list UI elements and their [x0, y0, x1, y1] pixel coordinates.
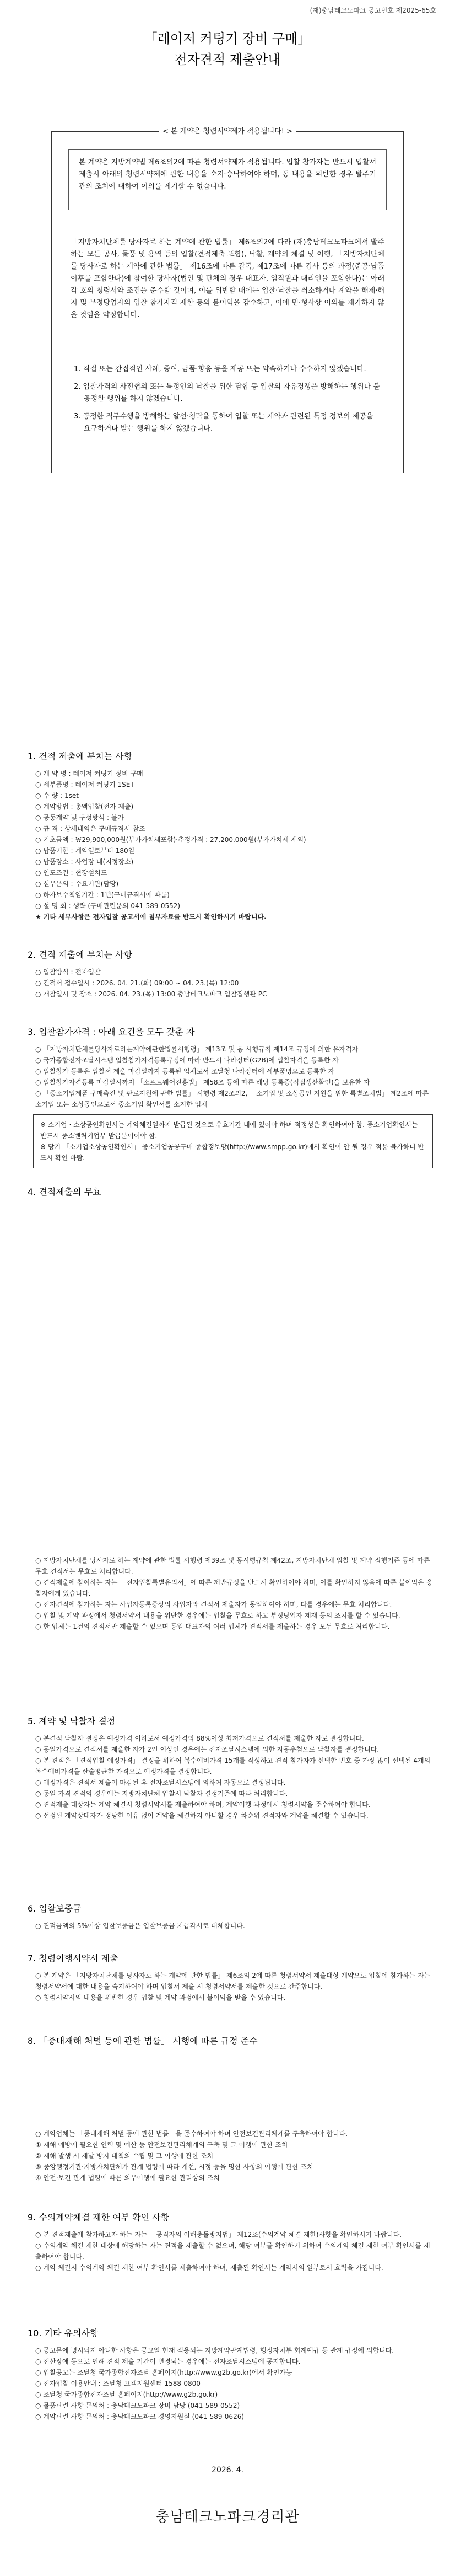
integrity-pledge-box: [51, 127, 404, 473]
section-line: ○ 전자입찰 이용안내 : 조달청 고객지원센터 1588-0800: [35, 2379, 201, 2387]
section-line: ○ 수 량 : 1set: [35, 791, 79, 799]
section-line-emphasis: ★ 기타 세부사항은 전자입찰 공고서에 첨부자료를 반드시 확인하시기 바랍니다.: [35, 913, 267, 921]
section-line: ○ 실무문의 : 수요기관(담당): [35, 879, 119, 888]
section-line: ○ 견적금액의 5%이상 입찰보증금은 입찰보증금 지급각서로 대체합니다.: [35, 1922, 245, 1930]
section-6: [28, 1902, 433, 1931]
section-7: [28, 1952, 433, 2003]
section-line: ○ 규 격 : 상세내역은 구매규격서 참조: [35, 824, 145, 833]
section-heading: 2. 견적 제출에 부치는 사항: [28, 949, 133, 960]
section-line: ○ 수의계약 체결 제한 대상에 해당하는 자는 견적을 제출할 수 없으며, 해당 여부를 확인하기 위하여 수의계약 체결 제한 여부 확인서를 제출하여야 합니다.: [35, 2241, 430, 2261]
section-heading: 8. 「중대재해 처벌 등에 관한 법률」 시행에 따른 규정 준수: [28, 2036, 258, 2046]
page-subtitle: 전자견적 제출안내: [174, 52, 281, 67]
section-line: ○ 기초금액 : ￦29,900,000원(부가가치세포함)·추정가격 : 27,200,000원(부가가치세 제외): [35, 835, 306, 844]
section-heading: 3. 입찰참가자격 : 아래 요건을 모두 갖춘 자: [28, 1027, 195, 1037]
section-line: ○ 본 견적제출에 참가하고자 하는 자는 「공직자의 이해충돌방지법」 제12조(수의계약 체결 제한)사항을 확인하시기 바랍니다.: [35, 2230, 402, 2239]
section-line: ○ 지방자치단체를 당사자로 하는 계약에 관한 법률 시행령 제39조 및 동시행규칙 제42조, 지방자치단체 입찰 및 계약 집행기준 등에 따른 무효 견적서는 무효로 처리합니다.: [35, 1557, 430, 1575]
section-line: ○ 입찰방식 : 전자입찰: [35, 968, 101, 976]
section-line: ○ 본견적 낙찰자 결정은 예정가격 이하로서 예정가격의 88%이상 최저가격으로 견적서를 제출한 자로 결정합니다.: [35, 1734, 364, 1742]
section-8: [28, 2035, 433, 2053]
section-line: ④ 안전·보건 관계 법령에 따른 의무이행에 필요한 관리상의 조치: [35, 2174, 220, 2182]
section-line: ○ 본 계약은 「지방자치단체를 당사자로 하는 계약에 관한 법률」 제6조의 2에 따른 청렴서약서 제출대상 계약으로 입찰에 참가하는 자는 청렴서약서에 대한 내용을 숙지하여야 하며 입찰서 제출 시 청렴서약서를 제출한 것으로 간주합니다.: [35, 1971, 431, 1990]
section-heading: 7. 청렴이행서약서 제출: [28, 1953, 118, 1963]
integrity-pledge-items: [74, 363, 381, 441]
section-line: ○ 인도조건 : 현장설치도: [35, 868, 107, 877]
section-line: ○ 한 업체는 1건의 견적서만 제출할 수 있으며 동일 대표자의 여러 업체가 견적서를 제출하는 경우 모두 무효로 처리합니다.: [35, 1623, 390, 1630]
section-line: ○ 개찰일시 및 장소 : 2026. 04. 23.(목) 13:00 충남테크노파크 입찰집행관 PC: [35, 990, 267, 998]
section-line: ○ 공고문에 명시되지 아니한 사항은 공고일 현재 적용되는 지방계약관계법령, 행정자치부 회계예규 등 관계 규정에 의합니다.: [35, 2346, 394, 2354]
section-line: ○ 입찰참가 등록은 입찰서 제출 마감일까지 등록된 업체로서 조달청 나라장터에 세부품명으로 등록한 자: [35, 1067, 335, 1075]
page-title: 「레이저 커팅기 장비 구매」: [144, 31, 311, 46]
integrity-pledge-intro: 본 계약은 지방계약법 제6조의2에 따른 청렴서약제가 적용됩니다. 입찰 참가자는 반드시 입찰서 제출시 아래의 청렴서약제에 관한 내용을 숙지·승낙하여야 하며, 동 내용을 위반한 경우 발주기관의 조치에 대하여 이의를 제기할 수 없습니다.: [68, 149, 387, 210]
section-line: ○ 계약방법 : 총액입찰(전자 제출): [35, 802, 134, 811]
integrity-pledge-paragraph: 「지방자치단체를 당사자로 하는 계약에 관한 법률」 제6조의2에 따라 (재)충남테크노파크에서 발주하는 모든 공사, 물품 및 용역 등의 입찰(견적제출 포함), 낙찰, 계약의 체결 및 이행, 「지방자치단체를 당사자로 하는 계약에 관한 법률」 제16조에 따른 감독, 제17조에 따른 검사 등의 과정(준공·납품 이후를 포함한다)에 참여한 당사자(법인 및 단체의 경우 대표자, 임직원과 대리인을 포함한다)는 아래 각 호의 청렴서약 조건을 준수할 것이며, 이를 위반할 때에는 입찰·낙찰을 취소하거나 계약을 해제·해지 및 부정당업자의 입찰 참가자격 제한 등의 불이익을 감수하고, 이에 민·형사상 이의를 제기하지 않을 것임을 약정합니다.: [71, 238, 384, 319]
section-line: ○ 공동계약 및 구성방식 : 불가: [35, 813, 124, 822]
section-line: ○ 선정된 계약상대자가 정당한 이유 없이 계약을 체결하지 아니할 경우 차순위 견적자와 계약을 체결할 수 있습니다.: [35, 1811, 369, 1820]
section-line: ○ 본 견적은 「견적입찰 예정가격」 결정을 위하여 복수예비가격 15개를 작성하고 견적 참가자가 선택한 번호 중 가장 많이 선택된 4개의 복수예비가격을 산술평균한 가격으로 예정가격을 결정합니다.: [35, 1756, 431, 1775]
section-line: ○ 계 약 명 : 레이저 커팅기 장비 구매: [35, 769, 143, 777]
section-4-body: [28, 1555, 433, 1632]
section-line: ○ 계약 체결시 수의계약 체결 제한 여부 확인서를 제출하여야 하며, 제출된 확인서는 계약서의 일부로서 효력을 가집니다.: [35, 2263, 383, 2272]
section-line: ① 재해 예방에 필요한 인력 및 예산 등 안전보건관리체계의 구축 및 그 이행에 관한 조치: [35, 2141, 288, 2149]
section-heading: 9. 수의계약체결 제한 여부 확인 사항: [28, 2212, 170, 2223]
section-line: ○ 세부품명 : 레이저 커팅기 1SET: [35, 780, 134, 788]
section-heading: 1. 견적 제출에 부치는 사항: [28, 751, 133, 761]
section-line: ○ 입찰 및 계약 과정에서 청렴서약서 내용을 위반한 경우에는 입찰을 무효로 하고 부정당업자 제재 등의 조치를 할 수 있습니다.: [35, 1612, 400, 1619]
pledge-item: 1. 직접 또는 간접적인 사례, 증여, 금품·향응 등을 제공 또는 약속하거나 수수하지 않겠습니다.: [74, 365, 366, 373]
section-line: ○ 하자보수책임기간 : 1년(구매규격서에 따름): [35, 890, 170, 899]
section-line: ○ 동일 가격 견적의 경우에는 지방자치단체 입찰시 낙찰자 결정기준에 따라 처리합니다.: [35, 1789, 288, 1797]
section-heading: 4. 견적제출의 무효: [28, 1187, 101, 1197]
section-line: ○ 견적서 접수일시 : 2026. 04. 21.(화) 09:00 ~ 04. 23.(목) 12:00: [35, 979, 239, 987]
section-line: ○ 계약업체는 「중대재해 처벌 등에 관한 법률」을 준수하여야 하며 안전보건관리체계를 구축하여야 합니다.: [35, 2130, 348, 2138]
section-8-body: [28, 2128, 433, 2183]
qualification-note-box: [33, 1114, 433, 1168]
section-3: [28, 1026, 433, 1168]
section-line: ○ 납품장소 : 사업장 내(지정장소): [35, 857, 134, 866]
section-line: ○ 전자견적에 참가하는 자는 사업자등록증상의 사업자와 견적서 제출자가 동일하여야 하며, 다를 경우에는 무효 처리합니다.: [35, 1601, 392, 1608]
note-line: ※ 당기 「소기업소상공인확인서」 중소기업공공구매 종합정보망(http://www.smpp.go.kr)에서 확인이 안 될 경우 적용 불가하니 반드시 확인 바람.: [40, 1142, 425, 1162]
note-line: ※ 소기업 · 소상공인확인서는 계약체결일까지 발급된 것으로 유효기간 내에 있어야 하며 적정성은 확인하여야 함. 중소기업확인서는 반드시 중소벤처기업부 발급분이어야 함.: [40, 1120, 418, 1140]
section-line: ○ 견적제출에 참여하는 자는 「전자입찰특별유의서」에 따른 제반규정을 반드시 확인하여야 하며, 이를 확인하지 않음에 따른 불이익은 응찰자에게 있습니다.: [35, 1579, 433, 1597]
section-line: ○ 동일가격으로 견적서를 제출한 자가 2인 이상인 경우에는 전자조달시스템에 의한 자동추첨으로 낙찰자를 결정합니다.: [35, 1745, 380, 1753]
section-line: ○ 「중소기업제품 구매촉진 및 판로지원에 관한 법률」 시행령 제2조의2, 「소기업 및 소상공인 지원을 위한 특별조치법」 제2조에 따른 소기업 또는 소상공인으로서 중소기업 확인서를 소지한 업체: [35, 1089, 429, 1108]
section-line: ○ 계약관련 사항 문의처 : 충남테크노파크 경영지원실 (041-589-0626): [35, 2412, 245, 2421]
section-line: ○ 견적제출 대상자는 계약 체결시 청렴서약서를 제출하여야 하며, 계약이행 과정에서 청렴서약을 준수하여야 합니다.: [35, 1800, 371, 1808]
section-line: ○ 예정가격은 견적서 제출이 마감된 후 전자조달시스템에 의하여 자동으로 결정됩니다.: [35, 1778, 286, 1786]
integrity-pledge-heading: < 본 계약은 청렴서약제가 적용됩니다! >: [52, 126, 403, 137]
section-line: ○ 설 명 회 : 생략 (구매관련문의 041-589-0552): [35, 901, 181, 910]
section-9: [28, 2211, 433, 2273]
section-line: ○ 입찰공고는 조달청 국가종합전자조달 홈페이지(http://www.g2b.go.kr)에서 확인가능: [35, 2368, 292, 2376]
announcement-date: 2026. 4.: [212, 2466, 243, 2475]
document-reference: (재)충남테크노파크 공고번호 제2025-65호: [310, 7, 436, 14]
section-10: [28, 2327, 433, 2422]
section-1: [28, 750, 433, 922]
section-heading: 10. 기타 유의사항: [28, 2328, 99, 2338]
section-line: ② 재해 발생 시 재발 방지 대책의 수립 및 그 이행에 관한 조치: [35, 2152, 214, 2160]
pledge-item: 2. 입찰가격의 사전협의 또는 특정인의 낙찰을 위한 담합 등 입찰의 자유경쟁을 방해하는 행위나 불공정한 행위를 하지 않겠습니다.: [74, 383, 380, 403]
section-line: ○ 납품기한 : 계약일로부터 180일: [35, 846, 135, 855]
section-line: ○ 물품관련 사항 문의처 : 충남테크노파크 장비 담당 (041-589-0552): [35, 2401, 240, 2409]
issuing-organization: 충남테크노파크경리관: [155, 2509, 300, 2525]
section-5: [28, 1715, 433, 1821]
section-line: ③ 중앙행정기관·지방자치단체가 관계 법령에 따라 개선, 시정 등을 명한 사항의 이행에 관한 조치: [35, 2163, 313, 2171]
section-line: ○ 국가종합전자조달시스템 입찰참가자격등록규정에 따라 반드시 나라장터(G2B)에 입찰자격을 등록한 자: [35, 1056, 339, 1064]
section-line: ○ 청렴서약서의 내용을 위반한 경우 입찰 및 계약 과정에서 불이익을 받을 수 있습니다.: [35, 1993, 286, 2001]
section-line: ○ 입찰참가자격등록 마감일시까지 「소프트웨어진흥법」 제58조 등에 따른 해당 등록증(직접생산확인)을 보유한 자: [35, 1078, 370, 1086]
section-heading: 6. 입찰보증금: [28, 1903, 82, 1914]
pledge-item: 3. 공정한 직무수행을 방해하는 알선·청탁을 통하여 입찰 또는 계약과 관련된 특정 정보의 제공을 요구하거나 받는 행위를 하지 않겠습니다.: [74, 412, 373, 433]
section-line: ○ 「지방자치단체를당사자로하는계약에관한법률시행령」 제13조 및 동 시행규칙 제14조 규정에 의한 유자격자: [35, 1045, 359, 1053]
section-4: [28, 1185, 433, 1204]
section-heading: 5. 계약 및 낙찰자 결정: [28, 1716, 116, 1726]
section-line: ○ 조달청 국가종합전자조달 홈페이지(http://www.g2b.go.kr): [35, 2390, 218, 2398]
section-2: [28, 948, 433, 1000]
section-line: ○ 전산장애 등으로 인해 견적 제출 기간이 변경되는 경우에는 전자조달시스템에 공지합니다.: [35, 2357, 301, 2365]
